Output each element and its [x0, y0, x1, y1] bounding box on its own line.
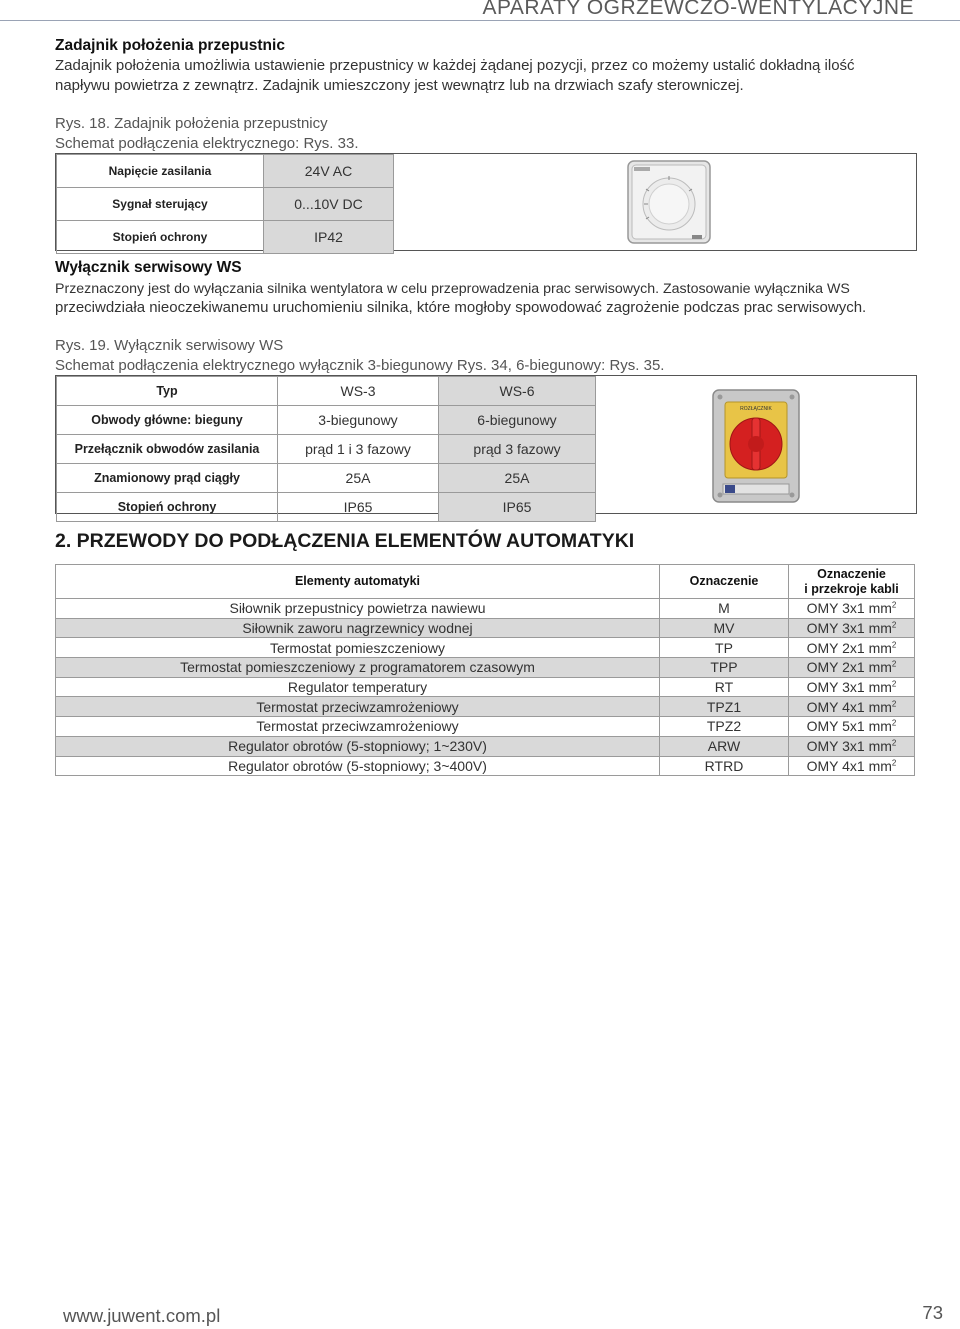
cell-cable: OMY 2x1 $mm^2$: [789, 658, 915, 678]
spec-value: IP42: [264, 221, 394, 254]
cell-code: TPP: [660, 658, 789, 678]
damper-setter-device-image: [626, 159, 712, 245]
section-heading-service-switch: Wyłącznik serwisowy WS: [55, 259, 242, 276]
table-row: [57, 377, 596, 406]
spec-value: 6-biegunowy: [439, 406, 596, 435]
cell-element: Termostat pomieszczeniowy: [56, 638, 660, 658]
page-number: 73: [922, 1302, 943, 1323]
spec-label: Typ: [57, 377, 278, 406]
cell-element: Siłownik przepustnicy powietrza nawiewu: [56, 599, 660, 619]
table-row: [57, 406, 596, 435]
table-row: [57, 221, 394, 254]
section-text-line: Przeznaczony jest do wyłączania silnika wentylatora w celu przeprowadzenia prac serwisowych. Zastosowanie wyłącznika WS: [55, 281, 850, 297]
section-heading-damper-setter: Zadajnik położenia przepustnic: [55, 37, 285, 54]
table-row: [56, 697, 915, 717]
cell-cable: OMY 2x1 $mm^2$: [789, 638, 915, 658]
table-row: [56, 599, 915, 619]
footer-website-link[interactable]: www.juwent.com.pl: [63, 1305, 221, 1326]
cell-element: Termostat przeciwzamrożeniowy: [56, 697, 660, 717]
automation-cables-table: [55, 564, 915, 776]
table-row: [57, 464, 596, 493]
table-row: [56, 756, 915, 776]
cell-cable: OMY 3x1 $mm^2$: [789, 599, 915, 619]
column-header-line: Oznaczenie: [817, 566, 886, 581]
cell-code: TPZ1: [660, 697, 789, 717]
cell-element: Siłownik zaworu nagrzewnicy wodnej: [56, 618, 660, 638]
cell-element: Regulator temperatury: [56, 677, 660, 697]
cell-code: MV: [660, 618, 789, 638]
table-row: [56, 736, 915, 756]
column-header: [789, 565, 915, 599]
table-row: [57, 435, 596, 464]
spec-value: 25A: [278, 464, 439, 493]
cell-code: RTRD: [660, 756, 789, 776]
cell-element: Termostat pomieszczeniowy z programatorem czasowym: [56, 658, 660, 678]
cell-cable: OMY 4x1 $mm^2$: [789, 697, 915, 717]
spec-value: IP65: [278, 493, 439, 522]
spec-value: WS-6: [439, 377, 596, 406]
spec-value: WS-3: [278, 377, 439, 406]
schema-reference: Schemat podłączenia elektrycznego wyłącznik 3-biegunowy Rys. 34, 6-biegunowy: Rys. 35.: [55, 357, 665, 374]
cell-code: RT: [660, 677, 789, 697]
cell-cable: OMY 3x1 $mm^2$: [789, 736, 915, 756]
cell-code: TPZ2: [660, 717, 789, 737]
spec-value: 0...10V DC: [264, 188, 394, 221]
service-switch-device-image: [711, 388, 801, 504]
spec-label: Znamionowy prąd ciągły: [57, 464, 278, 493]
cell-cable: OMY 3x1 $mm^2$: [789, 618, 915, 638]
table-row: [57, 155, 394, 188]
cell-element: Regulator obrotów (5-stopniowy; 3~400V): [56, 756, 660, 776]
figure-caption: Rys. 19. Wyłącznik serwisowy WS: [55, 337, 284, 354]
spec-label: Stopień ochrony: [57, 493, 278, 522]
spec-label: Napięcie zasilania: [57, 155, 264, 188]
table-header-row: [56, 565, 915, 599]
cell-cable: OMY 5x1 $mm^2$: [789, 717, 915, 737]
cell-element: Termostat przeciwzamrożeniowy: [56, 717, 660, 737]
header-title: APARATY OGRZEWCZO-WENTYLACYJNE: [482, 0, 914, 19]
spec-value: 24V AC: [264, 155, 394, 188]
column-header-line: i przekroje kabli: [804, 581, 899, 596]
column-header: Elementy automatyki: [56, 565, 660, 599]
section-text-line: Zadajnik położenia umożliwia ustawienie przepustnicy w każdej żądanej pozycji, przez co możemy ustalić dokładną ilość: [55, 57, 855, 74]
figure-caption: Rys. 18. Zadajnik położenia przepustnicy: [55, 115, 328, 132]
table-row: [57, 493, 596, 522]
cell-code: TP: [660, 638, 789, 658]
table-row: [57, 188, 394, 221]
device-label: ROZŁĄCZNIK: [740, 406, 772, 412]
spec-label: Stopień ochrony: [57, 221, 264, 254]
cell-cable: OMY 4x1 $mm^2$: [789, 756, 915, 776]
table-row: [56, 717, 915, 737]
cell-element: Regulator obrotów (5-stopniowy; 1~230V): [56, 736, 660, 756]
spec-label: Przełącznik obwodów zasilania: [57, 435, 278, 464]
spec-value: prąd 3 fazowy: [439, 435, 596, 464]
schema-reference: Schemat podłączenia elektrycznego: Rys. 33.: [55, 135, 359, 152]
section-text-line: napływu powietrza z zewnątrz. Zadajnik umieszczony jest wewnątrz lub na drzwiach szafy sterowniczej.: [55, 77, 744, 94]
spec-label: Sygnał sterujący: [57, 188, 264, 221]
column-header: Oznaczenie: [660, 565, 789, 599]
spec-value: 3-biegunowy: [278, 406, 439, 435]
table-row: [56, 677, 915, 697]
section-heading-automation-wiring: 2. PRZEWODY DO PODŁĄCZENIA ELEMENTÓW AUTOMATYKI: [55, 530, 635, 552]
section-text-line: przeciwdziała nieoczekiwanemu uruchomieniu silnika, które mogłoby spowodować zagrożenie podczas prac serwisowych.: [55, 299, 867, 316]
header-rule: [0, 20, 960, 21]
table-row: [56, 618, 915, 638]
table-row: [56, 658, 915, 678]
spec-value: prąd 1 i 3 fazowy: [278, 435, 439, 464]
table-row: [56, 638, 915, 658]
spec-value: IP65: [439, 493, 596, 522]
spec-table-damper-setter: [55, 153, 917, 251]
spec-table-service-switch: [55, 375, 917, 514]
spec-value: 25A: [439, 464, 596, 493]
cell-code: M: [660, 599, 789, 619]
spec-label: Obwody główne: bieguny: [57, 406, 278, 435]
cell-code: ARW: [660, 736, 789, 756]
cell-cable: OMY 3x1 $mm^2$: [789, 677, 915, 697]
